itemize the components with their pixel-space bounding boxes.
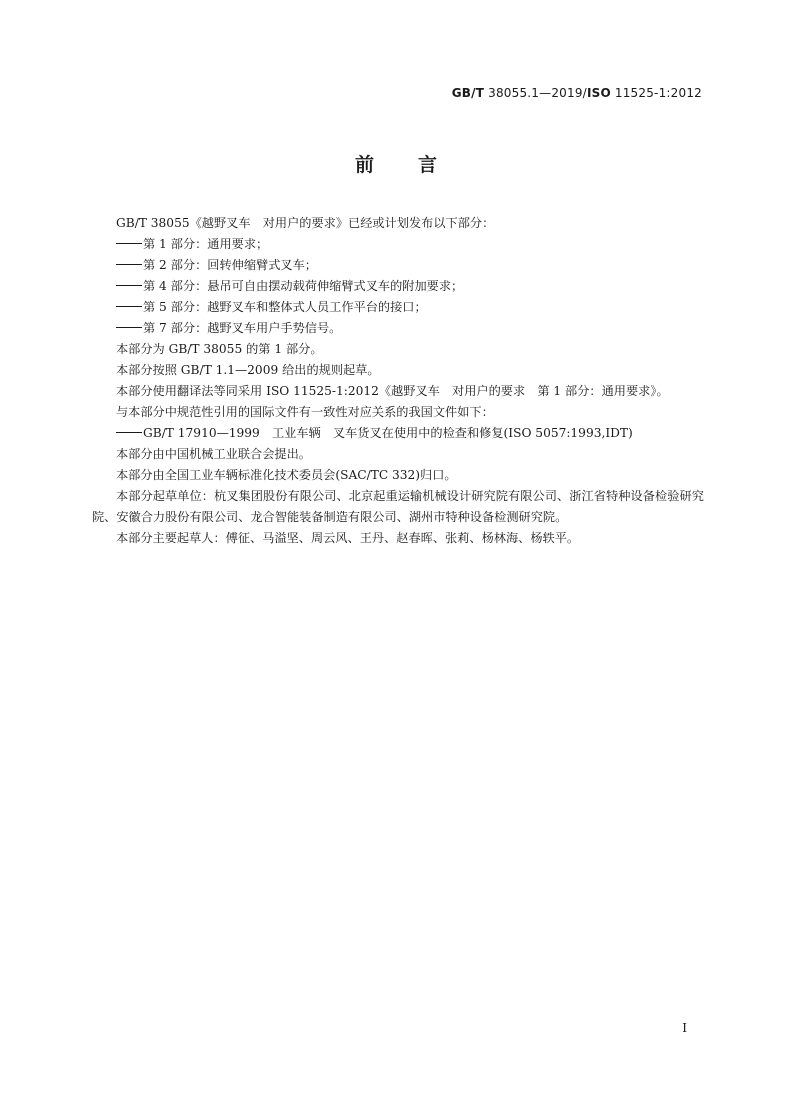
paragraph-1 bbox=[92, 234, 704, 255]
paragraph-11 bbox=[92, 444, 704, 465]
em-dash-mark bbox=[116, 432, 142, 434]
paragraph-text: 本部分主要起草人：傅征、马溢坚、周云风、王丹、赵春晖、张莉、杨林海、杨轶平。 bbox=[116, 531, 580, 545]
paragraph-14 bbox=[92, 528, 704, 549]
std-number: 38055.1—2019/ bbox=[484, 86, 587, 100]
paragraph-8 bbox=[92, 381, 704, 402]
paragraph-text: GB/T 17910—1999 工业车辆 叉车货叉在使用中的检查和修复(ISO 5057:1993,IDT) bbox=[143, 426, 633, 440]
paragraph-5 bbox=[92, 318, 704, 339]
page-number: I bbox=[682, 1021, 687, 1035]
paragraph-3 bbox=[92, 276, 704, 297]
iso-number: 11525-1:2012 bbox=[610, 86, 702, 100]
paragraph-text: 本部分按照 GB/T 1.1—2009 给出的规则起草。 bbox=[116, 363, 380, 377]
em-dash-mark bbox=[116, 327, 142, 329]
em-dash-mark bbox=[116, 306, 142, 308]
page-title: 前言 bbox=[354, 154, 481, 176]
paragraph-text: 本部分由全国工业车辆标准化技术委员会(SAC/TC 332)归口。 bbox=[116, 468, 457, 482]
paragraph-6 bbox=[92, 339, 704, 360]
paragraph-text: 本部分使用翻译法等同采用 ISO 11525-1:2012《越野叉车 对用户的要求 第 1 部分：通用要求》。 bbox=[116, 384, 669, 398]
iso-prefix: ISO bbox=[586, 86, 611, 100]
paragraph-text: GB/T 38055《越野叉车 对用户的要求》已经或计划发布以下部分： bbox=[116, 216, 495, 230]
standard-code-header bbox=[452, 86, 702, 100]
paragraph-10 bbox=[92, 423, 704, 444]
paragraph-text: 本部分起草单位：杭叉集团股份有限公司、北京起重运输机械设计研究院有限公司、浙江省特种设备检验研究院、安徽合力股份有限公司、龙合智能装备制造有限公司、湖州市特种设备检测研究院。 bbox=[92, 489, 704, 524]
std-prefix: GB/T bbox=[451, 86, 485, 100]
em-dash-mark bbox=[116, 243, 142, 245]
paragraph-text: 与本部分中规范性引用的国际文件有一致性对应关系的我国文件如下： bbox=[116, 405, 494, 419]
paragraph-13 bbox=[92, 486, 704, 528]
foreword-body bbox=[92, 213, 704, 549]
paragraph-text: 第 1 部分：通用要求； bbox=[143, 237, 269, 251]
paragraph-2 bbox=[92, 255, 704, 276]
paragraph-text: 第 2 部分：回转伸缩臂式叉车； bbox=[143, 258, 317, 272]
paragraph-0 bbox=[92, 213, 704, 234]
paragraph-12 bbox=[92, 465, 704, 486]
paragraph-9 bbox=[92, 402, 704, 423]
paragraph-text: 第 5 部分：越野叉车和整体式人员工作平台的接口； bbox=[143, 300, 427, 314]
paragraph-text: 本部分为 GB/T 38055 的第 1 部分。 bbox=[116, 342, 323, 356]
paragraph-4 bbox=[92, 297, 704, 318]
paragraph-7 bbox=[92, 360, 704, 381]
paragraph-text: 第 4 部分：悬吊可自由摆动载荷伸缩臂式叉车的附加要求； bbox=[143, 279, 464, 293]
em-dash-mark bbox=[116, 285, 142, 287]
paragraph-text: 本部分由中国机械工业联合会提出。 bbox=[116, 447, 311, 461]
em-dash-mark bbox=[116, 264, 142, 266]
paragraph-text: 第 7 部分：越野叉车用户手势信号。 bbox=[143, 321, 342, 335]
